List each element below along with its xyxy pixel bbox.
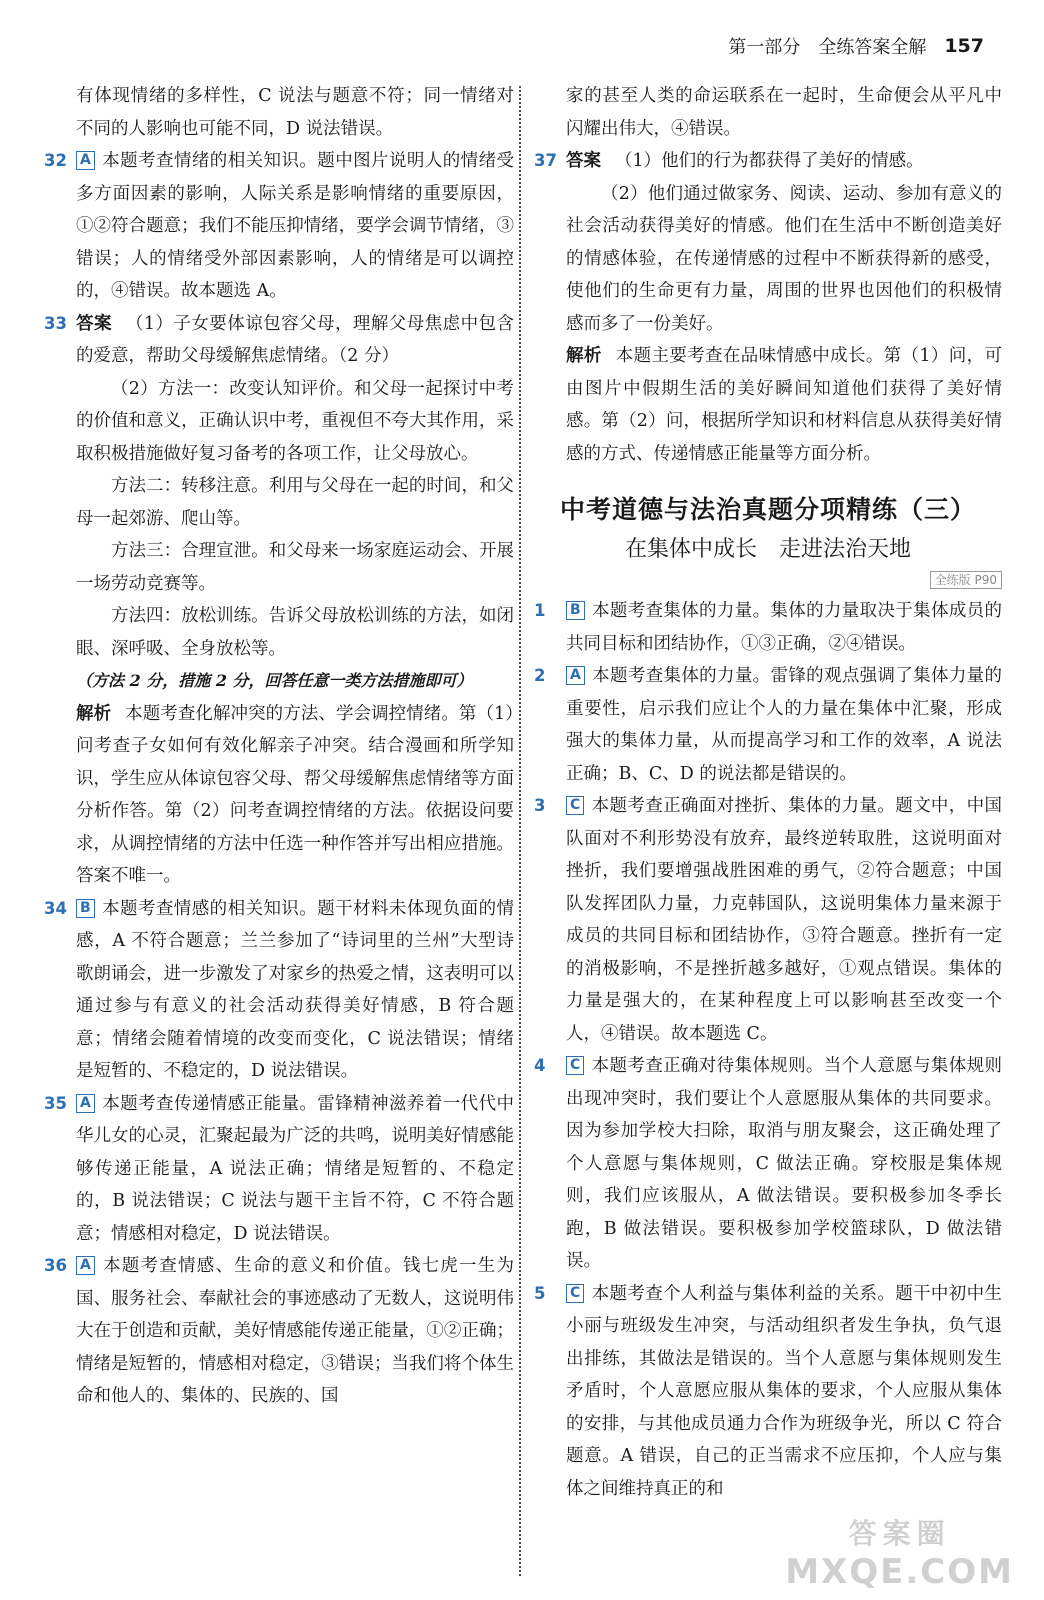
watermark-logo xyxy=(785,1512,1014,1592)
answer-badge: C xyxy=(566,1056,584,1075)
question-number: 2 xyxy=(534,666,546,685)
explanation-text: 本题考查个人利益与集体利益的关系。题干中初中生小丽与班级发生冲突，与活动组织者发生争执，负气退出排练，其做法是错误的。当个人意愿与集体规则发生矛盾时，个人意愿应服从集体的要求，个人应服从集体的安排，与其他成员通力合作为班级争光，所以 C 符合题意。A 错误，自己的正当需求不应压抑，个人应与集体之间维持真正的和 xyxy=(566,1283,1002,1499)
answer-label: 答案 xyxy=(566,151,601,171)
answer-badge: A xyxy=(566,666,585,685)
question-number: 37 xyxy=(534,151,557,170)
answer-paragraph: 方法四：放松训练。告诉父母放松训练的方法，如闭眼、深呼吸、全身放松等。 xyxy=(76,606,514,659)
explanation-text: 本题考查正确对待集体规则。当个人意愿与集体规则出现冲突时，我们要让个人意愿服从集体的共同要求。因为参加学校大扫除，取消与朋友聚会，这正确处理了个人意愿与集体规则，C 做法正确。穿校服是集体规则，我们应该服从，A 做法错误。要积极参加冬季长跑，B 做法错误。要积极参加学校篮球队，D 做法错误。 xyxy=(566,1056,1002,1271)
question-35 xyxy=(44,1088,514,1251)
column-divider xyxy=(519,86,521,1576)
answer-paragraph: 方法二：转移注意。利用与父母在一起的时间，和父母一起郊游、爬山等。 xyxy=(76,476,514,529)
answer-badge: A xyxy=(76,1256,95,1275)
question-3 xyxy=(534,790,1002,1050)
question-2 xyxy=(534,660,1002,790)
question-5 xyxy=(534,1278,1002,1506)
answer-badge: A xyxy=(76,151,95,170)
page-number: 157 xyxy=(944,35,984,57)
question-32 xyxy=(44,145,514,308)
question-4 xyxy=(534,1050,1002,1278)
right-column xyxy=(534,80,1002,1505)
answer-badge: B xyxy=(76,899,95,918)
explanation-text: 本题考查集体的力量。集体的力量取决于集体成员的共同目标和团结协作，①③正确，②④错误。 xyxy=(566,601,1002,654)
version-tag: 全练版 P90 xyxy=(930,571,1002,589)
answer-paragraph: （2）方法一：改变认知评价。和父母一起探讨中考的价值和意义，正确认识中考，重视但不夸大其作用，采取积极措施做好复习备考的各项工作，让父母放心。 xyxy=(76,378,514,464)
explanation-text: 本题考查情感的相关知识。题干材料未体现负面的情感，A 不符合题意；兰兰参加了“诗词里的兰州”大型诗歌朗诵会，进一步激发了对家乡的热爱之情，这表明可以通过参与有意义的社会活动获得美好情感，B 符合题意；情绪会随着情境的改变而变化，C 说法错误；情绪是短暂的、不稳定的，D 说法错误。 xyxy=(76,898,514,1081)
analysis xyxy=(44,698,514,893)
question-33 xyxy=(44,308,514,373)
header-section: 全练答案全解 xyxy=(818,37,927,58)
answer-text: （1）子女要体谅包容父母，理解父母焦虑中包含的爱意，帮助父母缓解焦虑情绪。（2 分） xyxy=(76,313,514,366)
page-header xyxy=(728,28,984,64)
question-34 xyxy=(44,893,514,1088)
answer-label: 答案 xyxy=(76,313,112,334)
answer-badge: C xyxy=(566,1284,584,1303)
question-number: 32 xyxy=(44,151,67,170)
scoring-note: （方法 2 分，措施 2 分，回答任意一类方法措施即可） xyxy=(76,671,473,690)
question-number: 5 xyxy=(534,1283,546,1303)
question-36 xyxy=(44,1250,514,1413)
continued-text: 有体现情绪的多样性，C 说法与题意不符；同一情绪对不同的人影响也可能不同，D 说法错误。 xyxy=(76,86,514,139)
explanation-text: 本题考查集体的力量。雷锋的观点强调了集体力量的重要性，启示我们应让个人的力量在集体中汇聚，形成强大的集体力量，从而提高学习和工作的效率，A 说法正确；B、C、D 的说法都是错误的。 xyxy=(566,666,1002,784)
explanation-text: 本题考查情感、生命的意义和价值。钱七虎一生为国、服务社会、奉献社会的事迹感动了无数人，这说明伟大在于创造和贡献，美好情感能传递正能量，①②正确；情绪是短暂的，情感相对稳定，③错误；当我们将个体生命和他人的、集体的、民族的、国 xyxy=(76,1256,514,1406)
question-number: 36 xyxy=(44,1256,67,1275)
analysis-text: 本题考查化解冲突的方法、学会调控情绪。第（1）问考查子女如何有效化解亲子冲突。结合漫画和所学知识，学生应从体谅包容父母、帮父母缓解焦虑情绪等方面分析作答。第（2）问考查调控情绪的方法。依据设问要求，从调控情绪的方法中任选一种作答并写出相应措施。答案不唯一。 xyxy=(76,703,514,886)
question-number: 4 xyxy=(534,1056,546,1075)
answer-paragraph: 方法三：合理宣泄。和父母来一场家庭运动会、开展一场劳动竞赛等。 xyxy=(76,541,514,594)
analysis xyxy=(534,340,1002,470)
question-37 xyxy=(534,145,1002,178)
answer-paragraph: （2）他们通过做家务、阅读、运动、参加有意义的社会活动获得美好的情感。他们在生活中不断创造美好的情感体验，在传递情感的过程中不断获得新的感受，使他们的生命更有力量，周围的世界也因他们的积极情感而多了一份美好。 xyxy=(566,183,1002,334)
question-number: 3 xyxy=(534,796,546,815)
explanation-text: 本题考查传递情感正能量。雷锋精神滋养着一代代中华儿女的心灵，汇聚起最为广泛的共鸣，说明美好情感能够传递正能量，A 说法正确；情绪是短暂的、不稳定的，B 说法错误；C 说法与题干主旨不符，C 不符合题意；情感相对稳定，D 说法错误。 xyxy=(76,1093,514,1244)
explanation-text: 本题考查正确面对挫折、集体的力量。题文中，中国队面对不利形势没有放弃，最终逆转取胜，这说明面对挫折，我们要增强战胜困难的勇气，②符合题意；中国队发挥团队力量，力克韩国队，这说明集体力量来源于成员的共同目标和团结协作，③符合题意。挫折有一定的消极影响，不是挫折越多越好，①观点错误。集体的力量是强大的，在某种程度上可以影响甚至改变一个人，④错误。故本题选 C。 xyxy=(566,796,1002,1044)
section-subtitle: 在集体中成长 走进法治天地 xyxy=(624,537,911,562)
question-number: 1 xyxy=(534,601,546,620)
continued-text: 家的甚至人类的命运联系在一起时，生命便会从平凡中闪耀出伟大，④错误。 xyxy=(566,86,1002,139)
answer-badge: B xyxy=(566,601,585,620)
watermark-top: 答案圈 xyxy=(848,1517,951,1550)
question-number: 35 xyxy=(44,1093,67,1113)
explanation-text: 本题考查情绪的相关知识。题中图片说明人的情绪受多方面因素的影响，人际关系是影响情绪的重要原因，①②符合题意；我们不能压抑情绪，要学会调节情绪，③错误；人的情绪受外部因素影响，人的情绪是可以调控的，④错误。故本题选 A。 xyxy=(76,151,514,301)
question-number: 33 xyxy=(44,313,67,333)
left-column xyxy=(44,80,514,1413)
header-part: 第一部分 xyxy=(728,37,801,58)
answer-badge: A xyxy=(76,1094,95,1113)
watermark-bottom: MXQE.COM xyxy=(785,1552,1014,1592)
section-title: 中考道德与法治真题分项精练（三） xyxy=(559,495,976,524)
answer-text: （1）他们的行为都获得了美好的情感。 xyxy=(615,151,924,171)
analysis-label: 解析 xyxy=(76,703,112,724)
version-tag-wrap xyxy=(534,569,1002,589)
question-1 xyxy=(534,595,1002,660)
answer-badge: C xyxy=(566,796,584,815)
question-number: 34 xyxy=(44,898,67,918)
analysis-text: 本题主要考查在品味情感中成长。第（1）问，可由图片中假期生活的美好瞬间知道他们获得了美好情感。第（2）问，根据所学知识和材料信息从获得美好情感的方式、传递情感正能量等方面分析。 xyxy=(566,346,1002,464)
analysis-label: 解析 xyxy=(566,346,602,366)
